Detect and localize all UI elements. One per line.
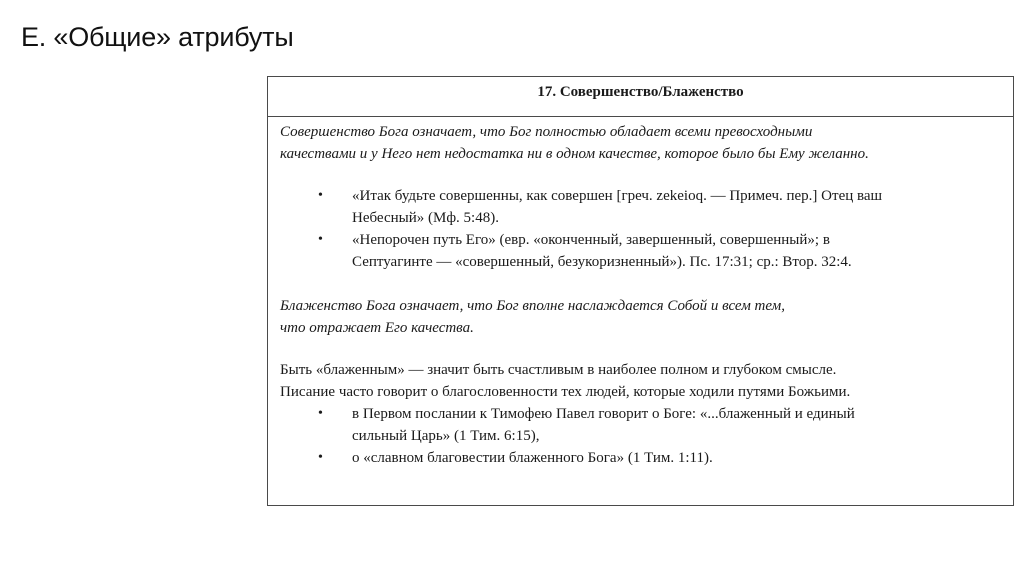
bullet-icon: • — [318, 232, 323, 247]
blessedness-bullet-list — [280, 403, 1003, 469]
bullet-icon: • — [318, 188, 323, 203]
list-item — [280, 447, 1003, 469]
perfection-def-line2: качествами и у Него нет недостатка ни в одном качестве, которое было бы Ему желанно. — [280, 146, 869, 162]
table-heading: 17. Совершенство/Блаженство — [268, 77, 1013, 117]
list-item — [280, 229, 1003, 273]
bullet-text-line: Небесный» (Мф. 5:48). — [352, 210, 499, 226]
perfection-definition — [280, 121, 1003, 165]
perfection-bullet-list — [280, 185, 1003, 273]
bullet-text-line: в Первом послании к Тимофею Павел говорит о Боге: «...блаженный и единый — [352, 406, 855, 422]
blessedness-def-line1: Блаженство Бога означает, что Бог вполне наслаждается Собой и всем тем, — [280, 298, 785, 314]
bullet-icon: • — [318, 406, 323, 421]
bullet-icon: • — [318, 450, 323, 465]
list-item — [280, 185, 1003, 229]
bullet-text-line: «Непорочен путь Его» (евр. «оконченный, завершенный, совершенный»; в — [352, 232, 830, 248]
bullet-text-line: о «славном благовестии блаженного Бога» (1 Тим. 1:11). — [352, 450, 713, 466]
bullet-text-line: Септуагинте — «совершенный, безукоризненный»). Пс. 17:31; ср.: Втор. 32:4. — [352, 254, 852, 270]
blessed-paragraph — [280, 359, 1003, 403]
list-item — [280, 403, 1003, 447]
document-table — [267, 76, 1014, 506]
blessedness-definition — [280, 295, 1003, 339]
perfection-def-line1: Совершенство Бога означает, что Бог полностью обладает всеми превосходными — [280, 124, 813, 140]
blessedness-def-line2: что отражает Его качества. — [280, 320, 474, 336]
slide-title: Е. «Общие» атрибуты — [21, 22, 294, 52]
blessed-line2: Писание часто говорит о благословенности тех людей, которые ходили путями Божьими. — [280, 384, 851, 400]
bullet-text-line: «Итак будьте совершенны, как совершен [греч. zekeioq. — Примеч. пер.] Отец ваш — [352, 188, 883, 204]
bullet-text-line: сильный Царь» (1 Тим. 6:15), — [352, 428, 540, 444]
table-body — [268, 117, 1013, 469]
blessed-line1: Быть «блаженным» — значит быть счастливым в наиболее полном и глубоком смысле. — [280, 362, 837, 378]
